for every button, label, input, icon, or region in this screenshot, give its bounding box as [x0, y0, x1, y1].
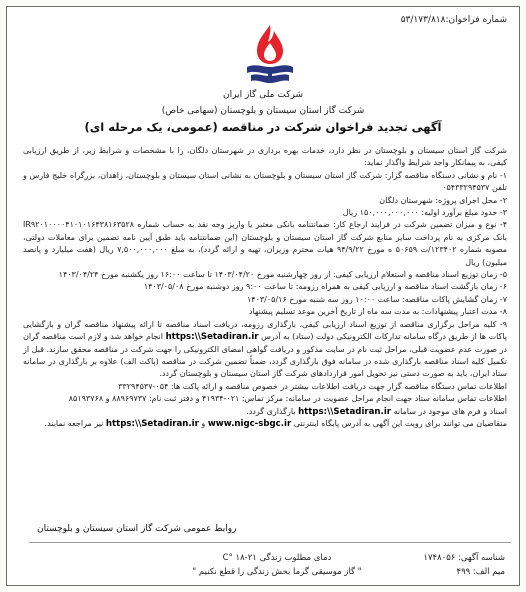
item-tender-organizer: ۱- نام و نشانی دستگاه مناقصه گزار: شرکت گاز استان سیستان و بلوچستان به نشانی استان سیستان و بلوچستان، زاهدان، بزرگراه خلیج فارس و تلفن ۰۵۴۳۳۲۹۴۵۳۷ [23, 170, 507, 193]
procedure-text-end: انجام خواهد شد و لازم است مناقصه گران در صورت عدم عضویت قبلی، مراحل ثبت نام در سایت مذکور و دریافت گواهی امضای الکترونیکی را جهت شرکت در مناقصه محقق سازند. قبل از تکمیل کلیه اسناد مناقصه بارگذاری شده در سامانه فوق بارگذاری گردد، ضمناً تضمین شرکت در مناقصه (پاکت الف) علاوه بر بارگذاری در سامانه ستاد ایران، باید به صورت دستی نیز تحویل امور قراردادهای شرکت گاز استان سیستان و بلوچستان گردد. [23, 332, 507, 379]
call-reference-number: شماره فراخوان:۵۳/۱۷۳/۸۱۸ [400, 15, 507, 25]
company-website-link[interactable]: www.nigc-sbgc.ir [207, 418, 292, 429]
footer-divider [29, 542, 511, 543]
item-project-location: ۲- محل اجرای پروژه: شهرستان دلگان [379, 195, 507, 205]
parent-organization-name: شرکت ملی گاز ایران [223, 90, 303, 100]
optimal-temperature-note: دمای مطلوب زندگی ۲۱-۱۸ °C [222, 553, 332, 563]
item-procedure [23, 319, 507, 381]
item-validity-period: ۸- مدت اعتبار پیشنهادات: به مدت سه ماه از تاریخ آخرین موعد تسلیم پیشنهاد [248, 307, 507, 317]
ad-frame [6, 6, 520, 586]
intro-paragraph: شرکت گاز استان سیستان و بلوچستان در نظر دارد، خدمات بهره برداری در شهرستان دلگان، را با مشخصات و شرایط زیر، از طریق ارزیابی کیفی، به پیمانکار واجد شرایط واگذار نماید: [23, 146, 507, 168]
procedure-text-start: ۹- کلیه مراحل برگزاری مناقصه از توزیع اسناد ارزیابی کیفی، بارگذاری رزومه، دریافت اسناد مناقصه تا ارائه پیشنهاد مناقصه گران و بازگشایی پاکات ها از طریق درگاه سامانه تدارکات الکترونیکی دولت (ستاد) به آدرس [23, 319, 508, 342]
documents-text-start: اسناد و فرم های موجود در سامانه [393, 406, 507, 416]
item-return-time: ۶- زمان بازگشت اسناد مناقصه و ارزیابی کیفی به همراه رزومه: تا ساعت ۹:۰۰ روز دوشنبه مورخ ۱۴۰۳/۰۵/۰۸ [143, 282, 507, 292]
gas-slogan: " گاز موسیقی گرما بخش زندگی را قطع نکنیم " [192, 567, 362, 577]
documents-note [23, 406, 507, 418]
tender-details-body [23, 145, 507, 430]
item-opening-time: ۷- زمان گشایش پاکات مناقصه: ساعت ۱۰:۰۰ روز سه شنبه مورخ ۱۴۰۳/۰۵/۱۶ [246, 294, 507, 304]
website-text-start: متقاضیان می توانند برای رویت این آگهی به آدرس پایگاه اینترنتی [293, 418, 507, 428]
ad-title: آگهی تجدید فراخوان شرکت در مناقصه (عمومی، یک مرحله ای) [84, 120, 442, 134]
website-text-end: نیز مراجعه نمایند. [44, 418, 104, 428]
website-setadiran-link[interactable]: https:\\Setadiran.ir [105, 418, 199, 429]
company-name: شرکت گاز استان سیستان و بلوچستان (سهامی خاص) [161, 106, 365, 116]
public-relations-signature: روابط عمومی شرکت گاز استان سیستان و بلوچستان [37, 524, 237, 534]
documents-setadiran-link[interactable]: https:\\Setadiran.ir [298, 406, 392, 417]
ad-identifier: شناسه آگهی: ۱۷۴۸۰۵۶ [423, 553, 505, 563]
item-distribution-time: ۵- زمان توزیع اسناد مناقصه و استعلام ارزیابی کیفی: از روز چهارشنبه مورخ ۱۴۰۳/۰۴/۲۰ تا ساعت ۱۶:۰۰ روز یکشنبه مورخ ۱۴۰۳/۰۴/۲۴ [58, 270, 507, 280]
contact-organizer: اطلاعات تماس دستگاه مناقصه گزار جهت دریافت اطلاعات بیشتر در خصوص مناقصه و ارائه پاکت ها: ۰۵۴-۳۳۲۹۴۵۳۷ [118, 381, 507, 391]
website-and: و [201, 418, 206, 428]
website-note [23, 418, 507, 430]
setadiran-link[interactable]: https:\\Setadiran.ir [165, 332, 259, 343]
ad-mim-code: میم الف: ۴۹۹ [456, 567, 505, 577]
documents-text-end: بارگذاری گردد. [246, 406, 296, 416]
contact-setad-system: اطلاعات تماس سامانه ستاد جهت انجام مراحل عضویت در سامانه: مرکز تماس: ۰۲۱-۴۱۹۳۴ و دفتر ثبت نام: ۸۸۹۶۹۷۳۷ و ۸۵۱۹۳۷۶۸ [68, 394, 507, 404]
gas-company-logo-icon [241, 23, 299, 87]
item-estimated-amount: ۳- حدود مبلغ برآورد اولیه: ۱۵۰,۰۰۰,۰۰۰,۰۰۰ ریال [342, 208, 507, 218]
item-guarantee: ۴- نوع و میزان تضمین شرکت در فرایند ارجاع کار: ضمانتنامه بانکی معتبر یا واریز وجه نقد به حساب شماره IR۹۲۰۱۰۰۰۰۴۱۰۱۰۱۶۴۳۸۱۶۳۵۲۸ بانک مرکزی به نام پرداخت سایر منابع شرکت گاز استان سیستان و بلوچستان (این ضمانتنامه باید طبق آیین نامه تضمین برای معاملات دولتی، مصوبه شماره ۱۲۳۴۰۲/ت ۵۰۶۵۹ ه مورخ ۹۴/۹/۲۲ هیات محترم وزیران، تهیه و ارائه گردد)، به مبلغ ۷,۵۰۰,۰۰۰,۰۰۰ ریال (هفت میلیارد و پانصد میلیون) ریال [23, 220, 508, 267]
